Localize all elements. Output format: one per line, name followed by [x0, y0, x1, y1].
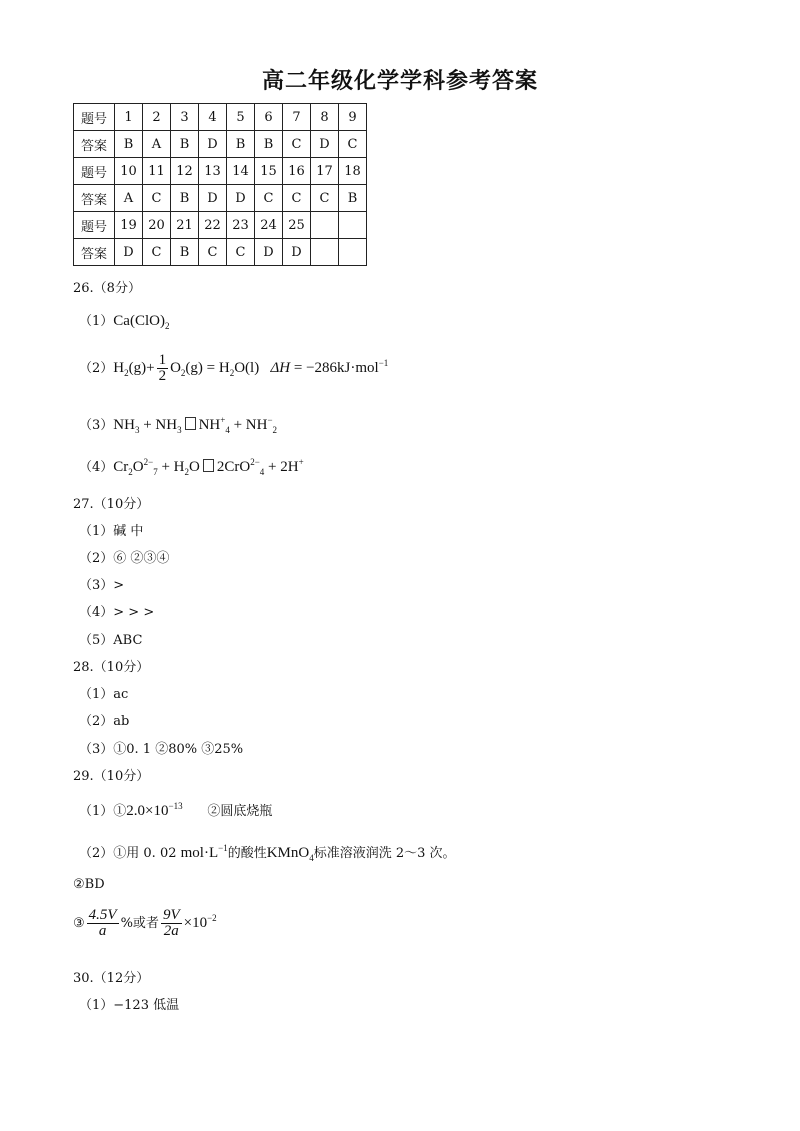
table-cell: B	[115, 131, 143, 158]
row-header-cell: 答案	[74, 239, 115, 266]
q28-answer-1: （1）ac	[79, 687, 129, 702]
table-cell: 11	[143, 158, 171, 185]
table-cell: 18	[339, 158, 367, 185]
question-30-heading: 30.（12分）	[73, 971, 150, 986]
table-cell: 5	[227, 104, 255, 131]
table-cell: 19	[115, 212, 143, 239]
q26-answer-1: $(1)Ca(ClO)_2$	[79, 313, 170, 331]
table-cell: 4	[199, 104, 227, 131]
q27-answer-2: （2）⑥ ②③④	[79, 551, 170, 566]
table-cell: B	[171, 185, 199, 212]
table-cell: C	[339, 131, 367, 158]
row-header-cell: 答案	[74, 131, 115, 158]
table-cell: D	[227, 185, 255, 212]
table-cell: 1	[115, 104, 143, 131]
table-cell: C	[255, 185, 283, 212]
row-header-cell: 答案	[74, 185, 115, 212]
table-cell	[311, 212, 339, 239]
answer-table-row	[74, 239, 367, 266]
question-26-heading: 26.（8分）	[73, 281, 141, 296]
question-27-heading: 27.（10分）	[73, 497, 150, 512]
q29-answer-1: $(1)①2.0\times 10^{-13}$ ②圆底烧瓶	[79, 801, 273, 819]
table-cell: 6	[255, 104, 283, 131]
table-cell	[311, 239, 339, 266]
question-29-heading: 29.（10分）	[73, 769, 150, 784]
table-cell: 12	[171, 158, 199, 185]
table-cell: D	[255, 239, 283, 266]
table-cell: A	[115, 185, 143, 212]
equilibrium-arrow-icon	[203, 459, 214, 472]
table-cell: 24	[255, 212, 283, 239]
table-cell: D	[283, 239, 311, 266]
table-cell: D	[311, 131, 339, 158]
page-title: 高二年级化学学科参考答案	[261, 69, 538, 94]
table-cell: C	[311, 185, 339, 212]
table-cell: 10	[115, 158, 143, 185]
table-cell: C	[227, 239, 255, 266]
table-cell: B	[339, 185, 367, 212]
q29-answer-2: （2）①用 0. 02 $mol\cdot L^{-1}$的酸性KMnO$_4$标准溶液润洗 2～3 次。	[79, 843, 456, 863]
table-cell	[339, 212, 367, 239]
table-cell: 15	[255, 158, 283, 185]
table-cell: 8	[311, 104, 339, 131]
table-cell: 13	[199, 158, 227, 185]
q27-answer-5: （5）ABC	[79, 633, 143, 648]
q28-answer-2: （2）ab	[79, 714, 130, 729]
answer-table-row	[74, 185, 367, 212]
answer-table-row	[74, 131, 367, 158]
answer-table-row	[74, 158, 367, 185]
table-cell: 3	[171, 104, 199, 131]
answer-table	[73, 103, 367, 266]
table-cell: B	[255, 131, 283, 158]
q28-answer-3: （3）①0. 1 ②80% ③25%	[79, 742, 244, 757]
q30-answer-1: （1）−123 低温	[79, 998, 180, 1013]
row-header-cell: 题号	[74, 158, 115, 185]
q27-answer-3: （3）>	[79, 578, 125, 593]
table-cell: 21	[171, 212, 199, 239]
table-cell: C	[283, 185, 311, 212]
table-cell: C	[143, 185, 171, 212]
row-header-cell: 题号	[74, 104, 115, 131]
equilibrium-arrow-icon	[185, 417, 196, 430]
table-cell: B	[171, 239, 199, 266]
q26-answer-2: $(2)H_2(g)+$ $\frac{1}{2}$ $O_2(g) = H_2O(l)$ ΔH = −286kJ·mol$^{-1}$	[79, 352, 389, 384]
row-header-cell: 题号	[74, 212, 115, 239]
table-cell	[339, 239, 367, 266]
table-cell: 22	[199, 212, 227, 239]
table-cell: 17	[311, 158, 339, 185]
table-cell: 20	[143, 212, 171, 239]
table-cell: D	[199, 185, 227, 212]
q27-answer-1: （1）碱 中	[79, 524, 144, 539]
q29-answer-4: ③ $\frac{4.5V}{a}$ %或者 $\frac{9V}{2a}$ $\times 10^{-2}$	[73, 907, 217, 939]
table-cell: B	[171, 131, 199, 158]
table-cell: 23	[227, 212, 255, 239]
table-cell: C	[143, 239, 171, 266]
answer-table-row	[74, 212, 367, 239]
table-cell: 25	[283, 212, 311, 239]
q29-answer-3: ②BD	[73, 877, 105, 892]
q26-answer-3: $(3)NH_3 + NH_3$ $NH^+_4 + NH^-_2$	[79, 415, 278, 435]
table-cell: B	[227, 131, 255, 158]
table-cell: D	[115, 239, 143, 266]
q26-answer-4: $(4)Cr_2O^{2-}_7 + H_2O$ 2CrO$^{2-}_4$ + 2H+	[79, 457, 304, 477]
q27-answer-4: （4）> > >	[79, 605, 155, 620]
question-28-heading: 28.（10分）	[73, 660, 150, 675]
answer-table-row	[74, 104, 367, 131]
table-cell: 2	[143, 104, 171, 131]
table-cell: C	[283, 131, 311, 158]
table-cell: 14	[227, 158, 255, 185]
table-cell: D	[199, 131, 227, 158]
table-cell: 16	[283, 158, 311, 185]
table-cell: C	[199, 239, 227, 266]
table-cell: A	[143, 131, 171, 158]
table-cell: 9	[339, 104, 367, 131]
table-cell: 7	[283, 104, 311, 131]
